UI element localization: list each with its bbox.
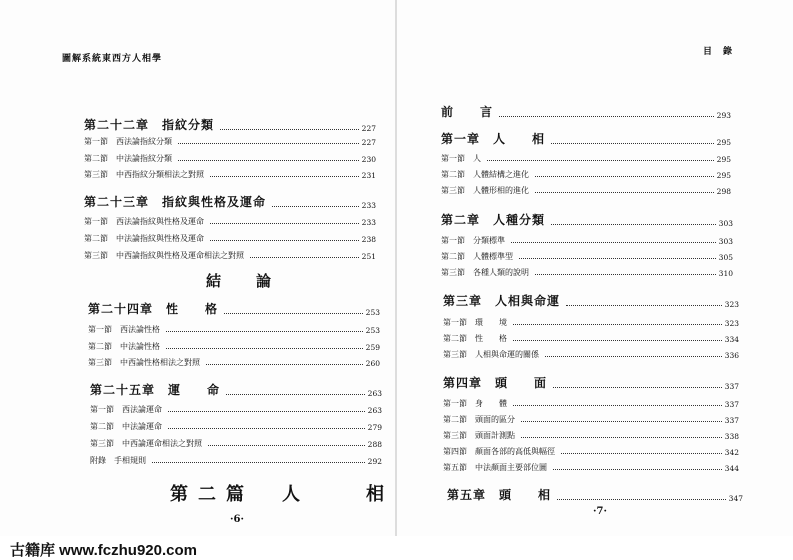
contents-header: 目 錄 (703, 47, 734, 57)
toc-section[interactable]: 第一節 人 295 (441, 154, 731, 164)
toc-section[interactable]: 第三節 中西指紋分類相法之對照 231 (84, 170, 376, 180)
toc-section[interactable]: 第二節 中法論指紋與性格及運命 238 (84, 234, 376, 244)
toc-preface[interactable]: 前 言 293 (441, 105, 731, 120)
toc-section[interactable]: 第一節 環 境 323 (443, 318, 739, 328)
toc-chapter-2[interactable]: 第二章 人種分類 303 (441, 213, 733, 228)
book-title-header: 圖解系統東西方人相學 (62, 54, 163, 64)
toc-section[interactable]: 第二節 頭面的區分 337 (443, 415, 739, 425)
toc-section[interactable]: 第三節 人體形相的進化 298 (441, 186, 731, 196)
toc-chapter-4[interactable]: 第四章 頭 面 337 (443, 376, 739, 391)
toc-section[interactable]: 第三節 各種人類的說明 310 (441, 268, 733, 278)
toc-section[interactable]: 第一節 西法論運命 263 (90, 405, 382, 415)
toc-section[interactable]: 第一節 身 體 337 (443, 399, 739, 409)
toc-chapter-1[interactable]: 第一章 人 相 295 (441, 132, 731, 147)
watermark-bar (0, 536, 793, 560)
page-number: ·7· (593, 506, 607, 517)
toc-section[interactable]: 第二節 中法論運命 279 (90, 422, 382, 432)
toc-chapter-25[interactable]: 第二十五章 運 命 263 (90, 383, 382, 398)
toc-section[interactable]: 第二節 人體結構之進化 295 (441, 170, 731, 180)
toc-chapter-24[interactable]: 第二十四章 性 格 253 (88, 302, 380, 317)
toc-appendix[interactable]: 附錄 手相規則 292 (90, 456, 382, 466)
toc-chapter-3[interactable]: 第三章 人相與命運 323 (443, 294, 739, 309)
toc-section[interactable]: 第一節 西法論性格 253 (88, 325, 380, 335)
toc-section[interactable]: 第三節 中西論指紋與性格及運命相法之對照 251 (84, 251, 376, 261)
toc-section[interactable]: 第二節 人體標準型 305 (441, 252, 733, 262)
toc-section[interactable]: 第一節 分類標準 303 (441, 236, 733, 246)
toc-section[interactable]: 第二節 中法論性格 259 (88, 342, 380, 352)
left-page (0, 0, 396, 560)
toc-chapter-22[interactable]: 第二十二章 指紋分類 227 (84, 118, 376, 133)
right-page (397, 0, 793, 560)
toc-section[interactable]: 第三節 中西論運命相法之對照 288 (90, 439, 382, 449)
toc-section[interactable]: 第一節 西法論指紋與性格及運命 233 (84, 217, 376, 227)
toc-section[interactable]: 第二節 性 格 334 (443, 334, 739, 344)
part-title: 第二篇 人 相 (170, 484, 394, 505)
toc-section[interactable]: 第三節 頭面計測點 338 (443, 431, 739, 441)
toc-chapter-23[interactable]: 第二十三章 指紋與性格及運命 233 (84, 195, 376, 210)
page-number: ·6· (230, 514, 244, 525)
toc-section[interactable]: 第一節 西法論指紋分類 227 (84, 137, 376, 147)
watermark-text: 古籍库 www.fczhu920.com (10, 542, 197, 559)
toc-section[interactable]: 第五節 中法顏面主要部位圖 344 (443, 463, 739, 473)
toc-section[interactable]: 第二節 中法論指紋分類 230 (84, 154, 376, 164)
toc-section[interactable]: 第三節 人相與命運的關係 336 (443, 350, 739, 360)
toc-section[interactable]: 第四節 顏面各部的高低與幅徑 342 (443, 447, 739, 457)
toc-chapter-5[interactable]: 第五章 頭 相 347 (447, 488, 743, 503)
conclusion-title: 結 論 (206, 272, 282, 290)
toc-section[interactable]: 第三節 中西論性格相法之對照 260 (88, 358, 380, 368)
